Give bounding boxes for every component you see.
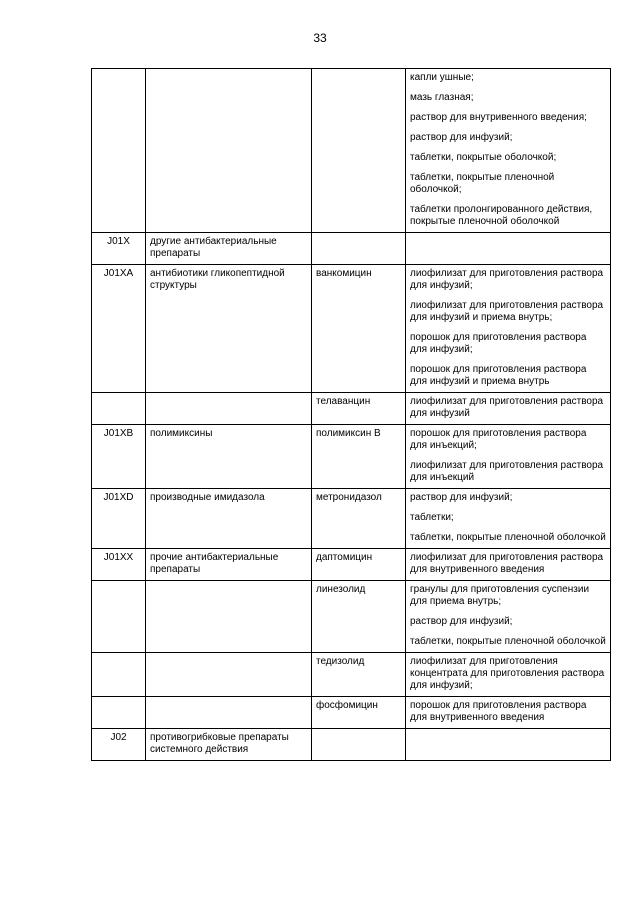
dosage-form-item: капли ушные; — [410, 72, 474, 83]
drug-name-cell: метронидазол — [312, 489, 406, 549]
drug-name-cell: линезолид — [312, 581, 406, 653]
dosage-form-item: лиофилизат для приготовления раствора для инфузий; — [410, 268, 604, 291]
drug-name-cell: полимиксин В — [312, 425, 406, 489]
drug-table — [91, 68, 611, 761]
dosage-form-item: лиофилизат для приготовления раствора для внутривенного введения — [410, 552, 604, 575]
drug-name-cell — [312, 729, 406, 761]
pharmacological-group-cell: антибиотики гликопептидной структуры — [146, 265, 312, 393]
dosage-form-item: порошок для приготовления раствора для инфузий; — [410, 332, 587, 355]
table-row — [92, 393, 611, 425]
table-row — [92, 549, 611, 581]
dosage-form-item: порошок для приготовления раствора для внутривенного введения — [410, 700, 587, 723]
pharmacological-group-cell — [146, 697, 312, 729]
dosage-form-item: раствор для инфузий; — [410, 492, 513, 503]
dosage-forms-cell — [406, 393, 611, 425]
atc-code-cell — [92, 69, 146, 233]
table-row — [92, 233, 611, 265]
dosage-form-item: гранулы для приготовления суспензии для приема внутрь; — [410, 584, 590, 607]
table-row — [92, 653, 611, 697]
drug-name-cell: тедизолид — [312, 653, 406, 697]
dosage-form-item: лиофилизат для приготовления раствора для инъекций — [410, 460, 604, 483]
atc-code-cell: J01XA — [92, 265, 146, 393]
dosage-form-item: лиофилизат для приготовления раствора для инфузий — [410, 396, 604, 419]
atc-code-cell — [92, 581, 146, 653]
dosage-form-item: таблетки пролонгированного действия, покрытые пленочной оболочкой — [410, 204, 593, 227]
pharmacological-group-cell — [146, 581, 312, 653]
dosage-forms-cell — [406, 233, 611, 265]
dosage-forms-cell — [406, 697, 611, 729]
table-row — [92, 729, 611, 761]
dosage-forms-cell — [406, 549, 611, 581]
table-body — [92, 69, 611, 761]
dosage-form-item: таблетки, покрытые оболочкой; — [410, 152, 557, 163]
drug-name-cell — [312, 69, 406, 233]
atc-code-cell: J01X — [92, 233, 146, 265]
dosage-forms-cell — [406, 489, 611, 549]
dosage-form-item: таблетки; — [410, 512, 454, 523]
drug-name-cell — [312, 233, 406, 265]
dosage-form-item: порошок для приготовления раствора для инъекций; — [410, 428, 587, 451]
table-row — [92, 69, 611, 233]
dosage-form-item: мазь глазная; — [410, 92, 474, 103]
drug-name-cell: телаванцин — [312, 393, 406, 425]
pharmacological-group-cell: другие антибактериальные препараты — [146, 233, 312, 265]
table-row — [92, 697, 611, 729]
atc-code-cell — [92, 393, 146, 425]
pharmacological-group-cell — [146, 393, 312, 425]
dosage-forms-cell — [406, 425, 611, 489]
drug-name-cell: фосфомицин — [312, 697, 406, 729]
dosage-form-item: таблетки, покрытые пленочной оболочкой; — [410, 172, 555, 195]
dosage-form-item: таблетки, покрытые пленочной оболочкой — [410, 636, 606, 647]
dosage-form-item: таблетки, покрытые пленочной оболочкой — [410, 532, 606, 543]
pharmacological-group-cell: производные имидазола — [146, 489, 312, 549]
dosage-forms-cell — [406, 581, 611, 653]
dosage-form-item: порошок для приготовления раствора для инфузий и приема внутрь — [410, 364, 587, 387]
pharmacological-group-cell — [146, 653, 312, 697]
dosage-forms-cell — [406, 653, 611, 697]
dosage-form-item: раствор для внутривенного введения; — [410, 112, 587, 123]
dosage-form-item: раствор для инфузий; — [410, 132, 513, 143]
atc-code-cell: J01XX — [92, 549, 146, 581]
page-number: 33 — [313, 31, 327, 45]
atc-code-cell — [92, 697, 146, 729]
table-row — [92, 489, 611, 549]
atc-code-cell: J02 — [92, 729, 146, 761]
drug-name-cell: даптомицин — [312, 549, 406, 581]
table-row — [92, 425, 611, 489]
table-row — [92, 581, 611, 653]
dosage-forms-cell — [406, 265, 611, 393]
atc-code-cell: J01XB — [92, 425, 146, 489]
pharmacological-group-cell — [146, 69, 312, 233]
dosage-forms-cell — [406, 729, 611, 761]
pharmacological-group-cell: прочие антибактериальные препараты — [146, 549, 312, 581]
drug-name-cell: ванкомицин — [312, 265, 406, 393]
dosage-forms-cell — [406, 69, 611, 233]
pharmacological-group-cell: противогрибковые препараты системного действия — [146, 729, 312, 761]
dosage-form-item: раствор для инфузий; — [410, 616, 513, 627]
dosage-form-item: лиофилизат для приготовления концентрата для приготовления раствора для инфузий; — [410, 656, 605, 691]
dosage-form-item: лиофилизат для приготовления раствора для инфузий и приема внутрь; — [410, 300, 604, 323]
atc-code-cell: J01XD — [92, 489, 146, 549]
table-row — [92, 265, 611, 393]
pharmacological-group-cell: полимиксины — [146, 425, 312, 489]
atc-code-cell — [92, 653, 146, 697]
